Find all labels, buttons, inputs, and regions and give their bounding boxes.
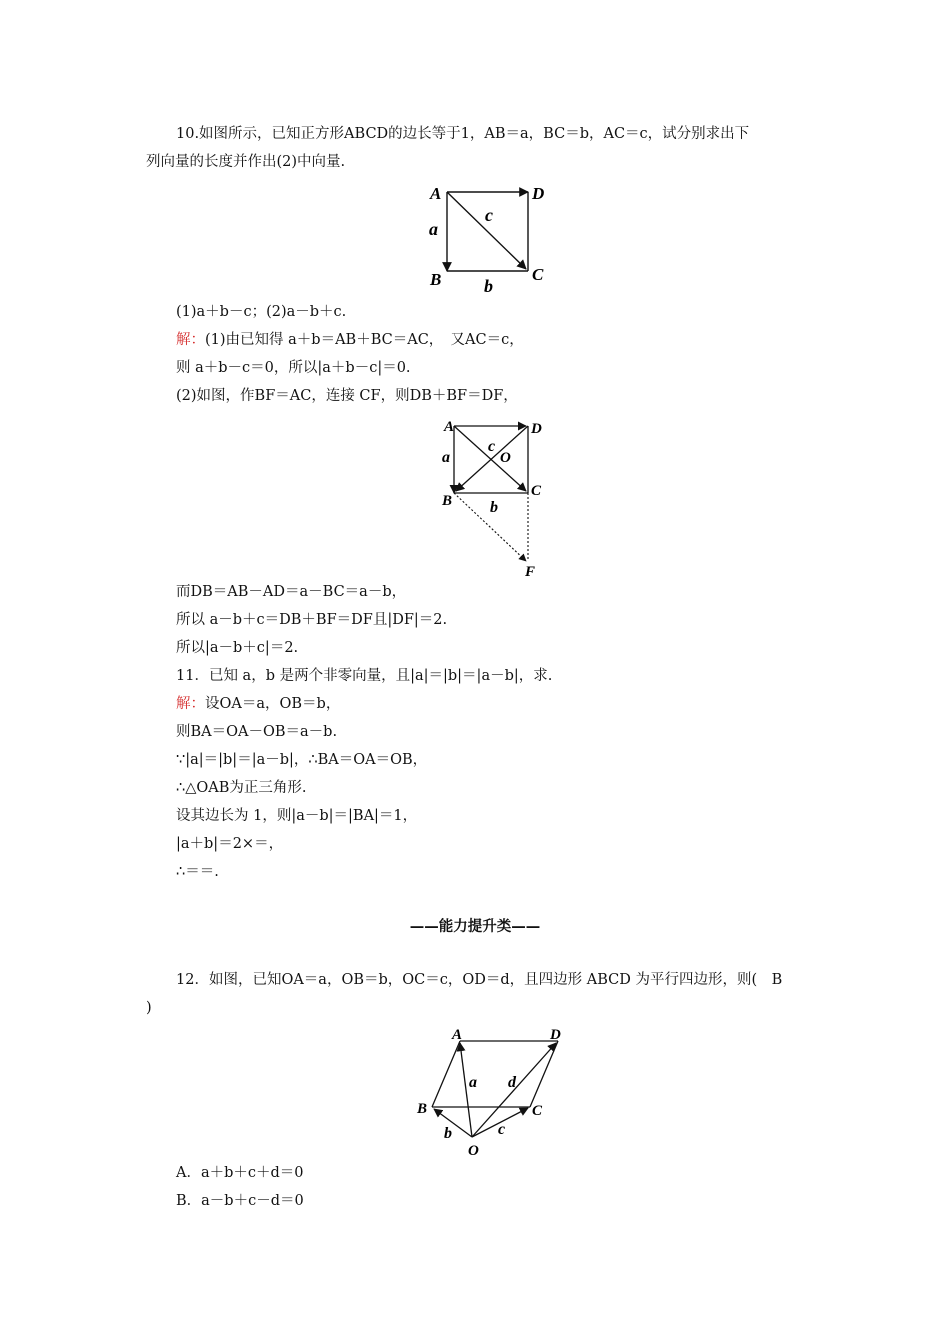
problem12-line1: 12．如图，已知OA＝a，OB＝b，OC＝c，OD＝d，且四边形 ABCD 为平行四边形，则( B [176, 972, 783, 988]
figure-square-with-f [436, 415, 556, 580]
label-a: a [429, 219, 438, 239]
vector-ac [447, 192, 526, 269]
problem11-solution-3: ∵|a|＝|b|＝|a－b|，∴BA＝OA＝OB， [176, 752, 428, 768]
label-D: D [550, 1027, 561, 1043]
figure-square-abcd [420, 180, 560, 295]
vector-ob [434, 1109, 472, 1137]
solution-label: 解： [176, 332, 205, 348]
label-C: C [532, 265, 544, 284]
problem11-solution-1 [176, 694, 340, 714]
label-A: A [430, 184, 442, 203]
problem10-line2: 列向量的长度并作出(2)中向量. [146, 154, 346, 170]
label-D: D [531, 421, 542, 437]
solution-text: 设OA＝a，OB＝b， [205, 696, 341, 712]
label-c: c [485, 205, 493, 225]
problem11-solution-5: 设其边长为 1，则|a－b|＝|BA|＝1， [176, 808, 418, 824]
label-F: F [525, 564, 536, 580]
label-A: A [444, 419, 455, 435]
problem10-solution-3: (2)如图，作BF＝AC，连接 CF，则DB＋BF＝DF， [176, 388, 518, 404]
problem10-solution-4: 而DB＝AB－AD＝a－BC＝a－b， [176, 584, 407, 600]
problem12-line2: ) [146, 1000, 152, 1016]
vector-db [456, 426, 528, 491]
label-D: D [532, 184, 545, 203]
problem11-line1: 11．已知 a，b 是两个非零向量，且|a|＝|b|＝|a－b|，求. [176, 668, 553, 684]
problem12-option-a: A．a＋b＋c＋d＝0 [176, 1165, 304, 1181]
label-a: a [442, 449, 450, 466]
problem11-solution-7: ∴＝＝. [176, 864, 219, 880]
label-d: d [508, 1074, 516, 1091]
label-b: b [484, 276, 493, 296]
label-O: O [468, 1143, 479, 1159]
problem10-line1: 10.如图所示，已知正方形ABCD的边长等于1，AB＝a，BC＝b，AC＝c，试分别求出下 [176, 126, 750, 142]
side-dc [530, 1041, 558, 1107]
label-O: O [500, 450, 511, 466]
problem10-parts: (1)a＋b－c；(2)a－b＋c. [176, 304, 347, 320]
label-c: c [498, 1121, 506, 1138]
label-b: b [490, 499, 498, 516]
figure-parallelogram [412, 1025, 572, 1160]
problem10-solution-1 [176, 330, 524, 350]
problem12-option-b: B．a－b＋c－d＝0 [176, 1193, 304, 1209]
label-C: C [532, 1103, 543, 1119]
label-B: B [430, 270, 442, 289]
problem11-solution-2: 则BA＝OA－OB＝a－b. [176, 724, 338, 740]
label-c: c [488, 438, 496, 455]
problem10-solution-2: 则 a＋b－c＝0，所以|a＋b－c|＝0. [176, 360, 411, 376]
solution-text: (1)由已知得 a＋b＝AB＋BC＝AC， 又AC＝c， [205, 332, 524, 348]
section-heading: ——能力提升类—— [409, 919, 541, 935]
label-b: b [444, 1125, 452, 1142]
label-B: B [417, 1101, 428, 1117]
problem10-solution-6: 所以|a－b＋c|＝2. [176, 640, 299, 656]
problem11-solution-6: |a＋b|＝2×＝， [176, 836, 284, 852]
label-a: a [469, 1074, 477, 1091]
solution-label: 解： [176, 696, 205, 712]
side-ab [432, 1041, 460, 1107]
problem10-solution-5: 所以 a－b＋c＝DB＋BF＝DF且|DF|＝2. [176, 612, 448, 628]
label-C: C [531, 483, 542, 499]
problem11-solution-4: ∴△OAB为正三角形. [176, 780, 307, 796]
vector-ac [454, 426, 526, 491]
label-B: B [442, 493, 453, 509]
label-A: A [452, 1027, 463, 1043]
